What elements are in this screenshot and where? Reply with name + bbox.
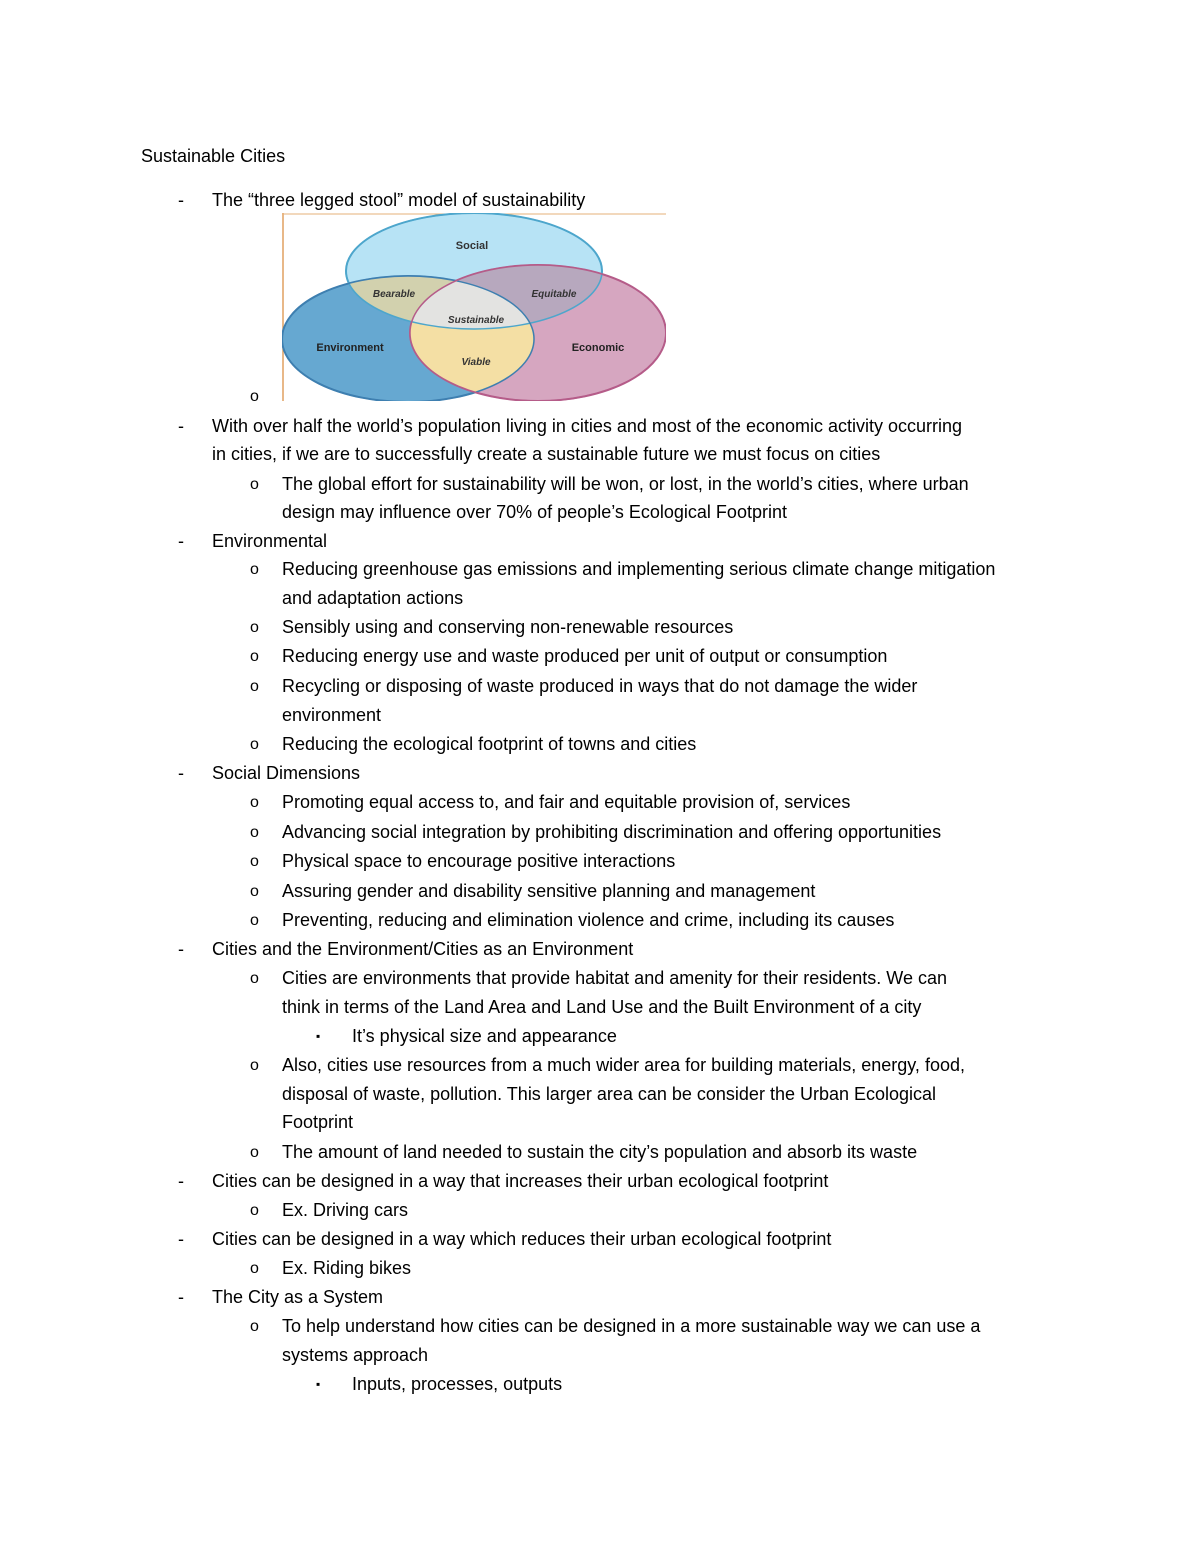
bullet-marker-level-2: o	[250, 678, 259, 695]
list-item-text: Cities are environments that provide habitat and amenity for their residents. We can	[282, 968, 948, 988]
list-item-continuation: design may influence over 70% of people’s Ecological Footprint	[282, 502, 787, 522]
bullet-marker-level-1: -	[178, 190, 184, 210]
bullet-marker-level-2: o	[250, 970, 259, 987]
bullet-marker-level-1: -	[178, 763, 184, 783]
label-equitable: Equitable	[531, 289, 577, 300]
bullet-marker-level-2: o	[250, 883, 259, 900]
bullet-marker-level-1: -	[178, 416, 184, 436]
bullet-marker-level-2: o	[250, 561, 259, 578]
document-title: Sustainable Cities	[141, 146, 286, 166]
list-item-continuation: Footprint	[282, 1112, 354, 1132]
list-item-text: Cities and the Environment/Cities as an Environment	[212, 939, 634, 959]
list-item-text: Recycling or disposing of waste produced in ways that do not damage the wider	[282, 676, 918, 696]
bullet-marker-level-2: o	[250, 853, 259, 870]
venn-svg	[282, 213, 666, 401]
bullet-marker-level-2: o	[250, 619, 259, 636]
label-bearable: Bearable	[372, 289, 416, 300]
list-item-text: Ex. Riding bikes	[282, 1258, 412, 1278]
list-item-text: Cities can be designed in a way which reduces their urban ecological footprint	[212, 1229, 832, 1249]
bullet-marker-level-2: o	[250, 388, 259, 405]
list-item-text: Reducing greenhouse gas emissions and implementing serious climate change mitigation	[282, 559, 996, 579]
bullet-marker-level-2: o	[250, 736, 259, 753]
list-item-text: Reducing the ecological footprint of towns and cities	[282, 734, 697, 754]
list-item-text: Assuring gender and disability sensitive planning and management	[282, 881, 816, 901]
label-economic: Economic	[571, 342, 625, 354]
list-item-text: With over half the world’s population living in cities and most of the economic activity occurring	[212, 416, 963, 436]
list-item-continuation: systems approach	[282, 1345, 429, 1365]
list-item-continuation: disposal of waste, pollution. This larger area can be consider the Urban Ecological	[282, 1084, 937, 1104]
list-item-text: Reducing energy use and waste produced per unit of output or consumption	[282, 646, 888, 666]
list-item-text: Inputs, processes, outputs	[352, 1374, 563, 1394]
list-item-text: To help understand how cities can be designed in a more sustainable way we can use a	[282, 1316, 981, 1336]
list-item-text: Cities can be designed in a way that increases their urban ecological footprint	[212, 1171, 829, 1191]
list-item-text: Sensibly using and conserving non-renewable resources	[282, 617, 734, 637]
list-item-text: The “three legged stool” model of sustainability	[212, 190, 586, 210]
list-item-text: The amount of land needed to sustain the city’s population and absorb its waste	[282, 1142, 918, 1162]
bullet-marker-level-2: o	[250, 912, 259, 929]
bullet-marker-level-1: -	[178, 1171, 184, 1191]
bullet-marker-level-2: o	[250, 476, 259, 493]
list-item-text: Advancing social integration by prohibiting discrimination and offering opportunities	[282, 822, 942, 842]
label-social: Social	[455, 240, 489, 252]
list-item-text: Preventing, reducing and elimination violence and crime, including its causes	[282, 910, 895, 930]
bullet-marker-level-2: o	[250, 1318, 259, 1335]
list-item-text: Environmental	[212, 531, 328, 551]
list-item-text: Social Dimensions	[212, 763, 361, 783]
list-item-continuation: in cities, if we are to successfully create a sustainable future we must focus on cities	[212, 444, 881, 464]
list-item-text: It’s physical size and appearance	[352, 1026, 617, 1046]
label-environment: Environment	[316, 342, 384, 354]
bullet-marker-level-2: o	[250, 1057, 259, 1074]
list-item-continuation: and adaptation actions	[282, 588, 464, 608]
bullet-marker-level-2: o	[250, 1202, 259, 1219]
bullet-marker-level-2: o	[250, 1144, 259, 1161]
list-item-text: Physical space to encourage positive interactions	[282, 851, 676, 871]
bullet-marker-level-1: -	[178, 531, 184, 551]
bullet-marker-level-1: -	[178, 1229, 184, 1249]
sustainability-venn-diagram	[282, 213, 666, 401]
list-item-continuation: think in terms of the Land Area and Land Use and the Built Environment of a city	[282, 997, 922, 1017]
list-item-text: The City as a System	[212, 1287, 384, 1307]
list-item-text: Promoting equal access to, and fair and equitable provision of, services	[282, 792, 851, 812]
bullet-marker-level-1: -	[178, 939, 184, 959]
list-item-text: Also, cities use resources from a much wider area for building materials, energy, food,	[282, 1055, 965, 1075]
label-viable: Viable	[461, 357, 491, 368]
list-item-text: Ex. Driving cars	[282, 1200, 409, 1220]
bullet-marker-level-2: o	[250, 1260, 259, 1277]
bullet-marker-level-2: o	[250, 794, 259, 811]
bullet-marker-level-2: o	[250, 648, 259, 665]
list-item-continuation: environment	[282, 705, 382, 725]
label-sustainable: Sustainable	[447, 315, 505, 326]
bullet-marker-level-1: -	[178, 1287, 184, 1307]
bullet-marker-level-2: o	[250, 824, 259, 841]
list-item-text: The global effort for sustainability will be won, or lost, in the world’s cities, where urban	[282, 474, 969, 494]
bullet-marker-level-3: ▪	[316, 1029, 321, 1043]
bullet-marker-level-3: ▪	[316, 1377, 321, 1391]
